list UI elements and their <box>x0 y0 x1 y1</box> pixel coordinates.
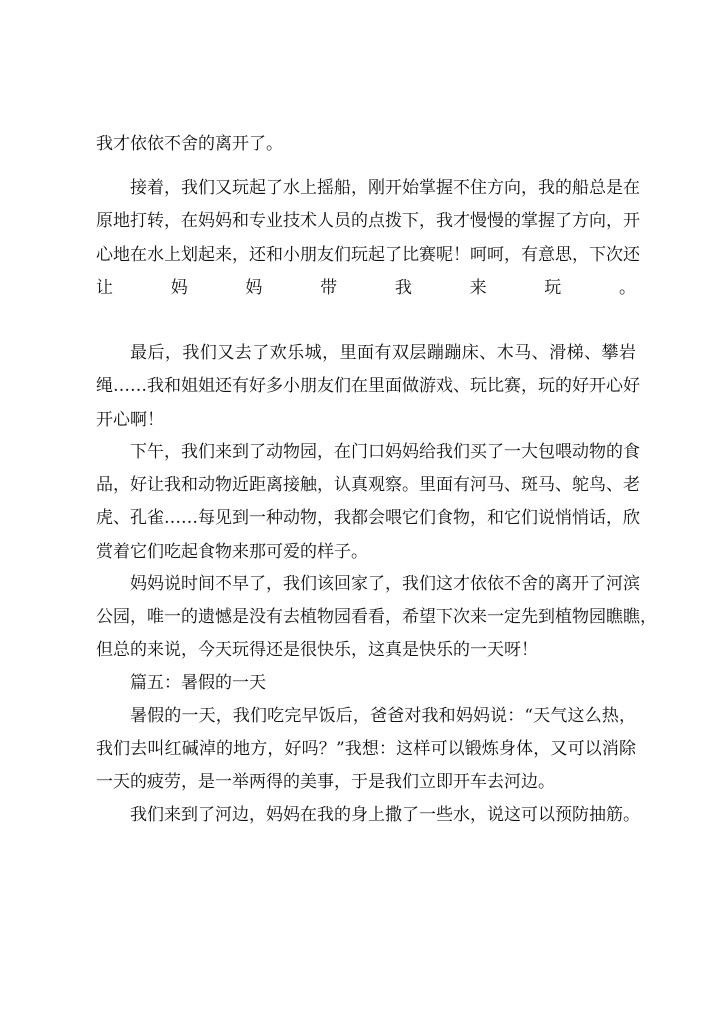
paragraph-4-line-2: 但总的来说，今天玩得还是很快乐，这真是快乐的一天呀！ <box>96 640 538 660</box>
paragraph-4-line-1: 公园，唯一的遗憾是没有去植物园看看，希望下次来一定先到植物园瞧瞧， <box>96 607 657 627</box>
paragraph-7-line-0: 我们来到了河边，妈妈在我的身上撒了一些水，说这可以预防抽筋。 <box>130 805 640 825</box>
paragraph-1-line-2: 心地在水上划起来，还和小朋友们玩起了比赛呢！呵呵，有意思，下次还 <box>96 245 640 265</box>
paragraph-3-line-0: 下午，我们来到了动物园，在门口妈妈给我们买了一大包喂动物的食 <box>130 442 640 462</box>
paragraph-3-line-3: 赏着它们吃起食物来那可爱的样子。 <box>96 542 368 562</box>
paragraph-6-line-1: 我们去叫红碱淖的地方，好吗？”我想：这样可以锻炼身体，又可以消除 <box>96 739 636 759</box>
paragraph-2-line-2: 开心啊！ <box>96 410 164 430</box>
section-heading: 篇五：暑假的一天 <box>130 673 266 693</box>
paragraph-0-line-0: 我才依依不舍的离开了。 <box>96 134 283 154</box>
paragraph-1-line-0: 接着，我们又玩起了水上摇船，刚开始掌握不住方向，我的船总是在 <box>130 178 640 198</box>
paragraph-6-line-2: 一天的疲劳，是一举两得的美事，于是我们立即开车去河边。 <box>96 772 555 792</box>
paragraph-1-line-1: 原地打转，在妈妈和专业技术人员的点拨下，我才慢慢的掌握了方向，开 <box>96 211 640 231</box>
paragraph-6-line-0: 暑假的一天，我们吃完早饭后，爸爸对我和妈妈说：“天气这么热， <box>130 706 636 726</box>
paragraph-2-line-1: 绳……我和姐姐还有好多小朋友们在里面做游戏、玩比赛，玩的好开心好 <box>96 376 640 396</box>
paragraph-2-line-0: 最后，我们又去了欢乐城，里面有双层蹦蹦床、木马、滑梯、攀岩 <box>130 343 636 363</box>
paragraph-3-line-2: 虎、孔雀……每见到一种动物，我都会喂它们食物，和它们说悄悄话，欣 <box>96 508 640 528</box>
paragraph-3-line-1: 品，好让我和动物近距离接触，认真观察。里面有河马、斑马、鸵鸟、老 <box>96 475 640 495</box>
paragraph-1-line-3: 让妈妈带我来玩。 <box>96 278 636 298</box>
paragraph-4-line-0: 妈妈说时间不早了，我们该回家了，我们这才依依不舍的离开了河滨 <box>130 574 640 594</box>
